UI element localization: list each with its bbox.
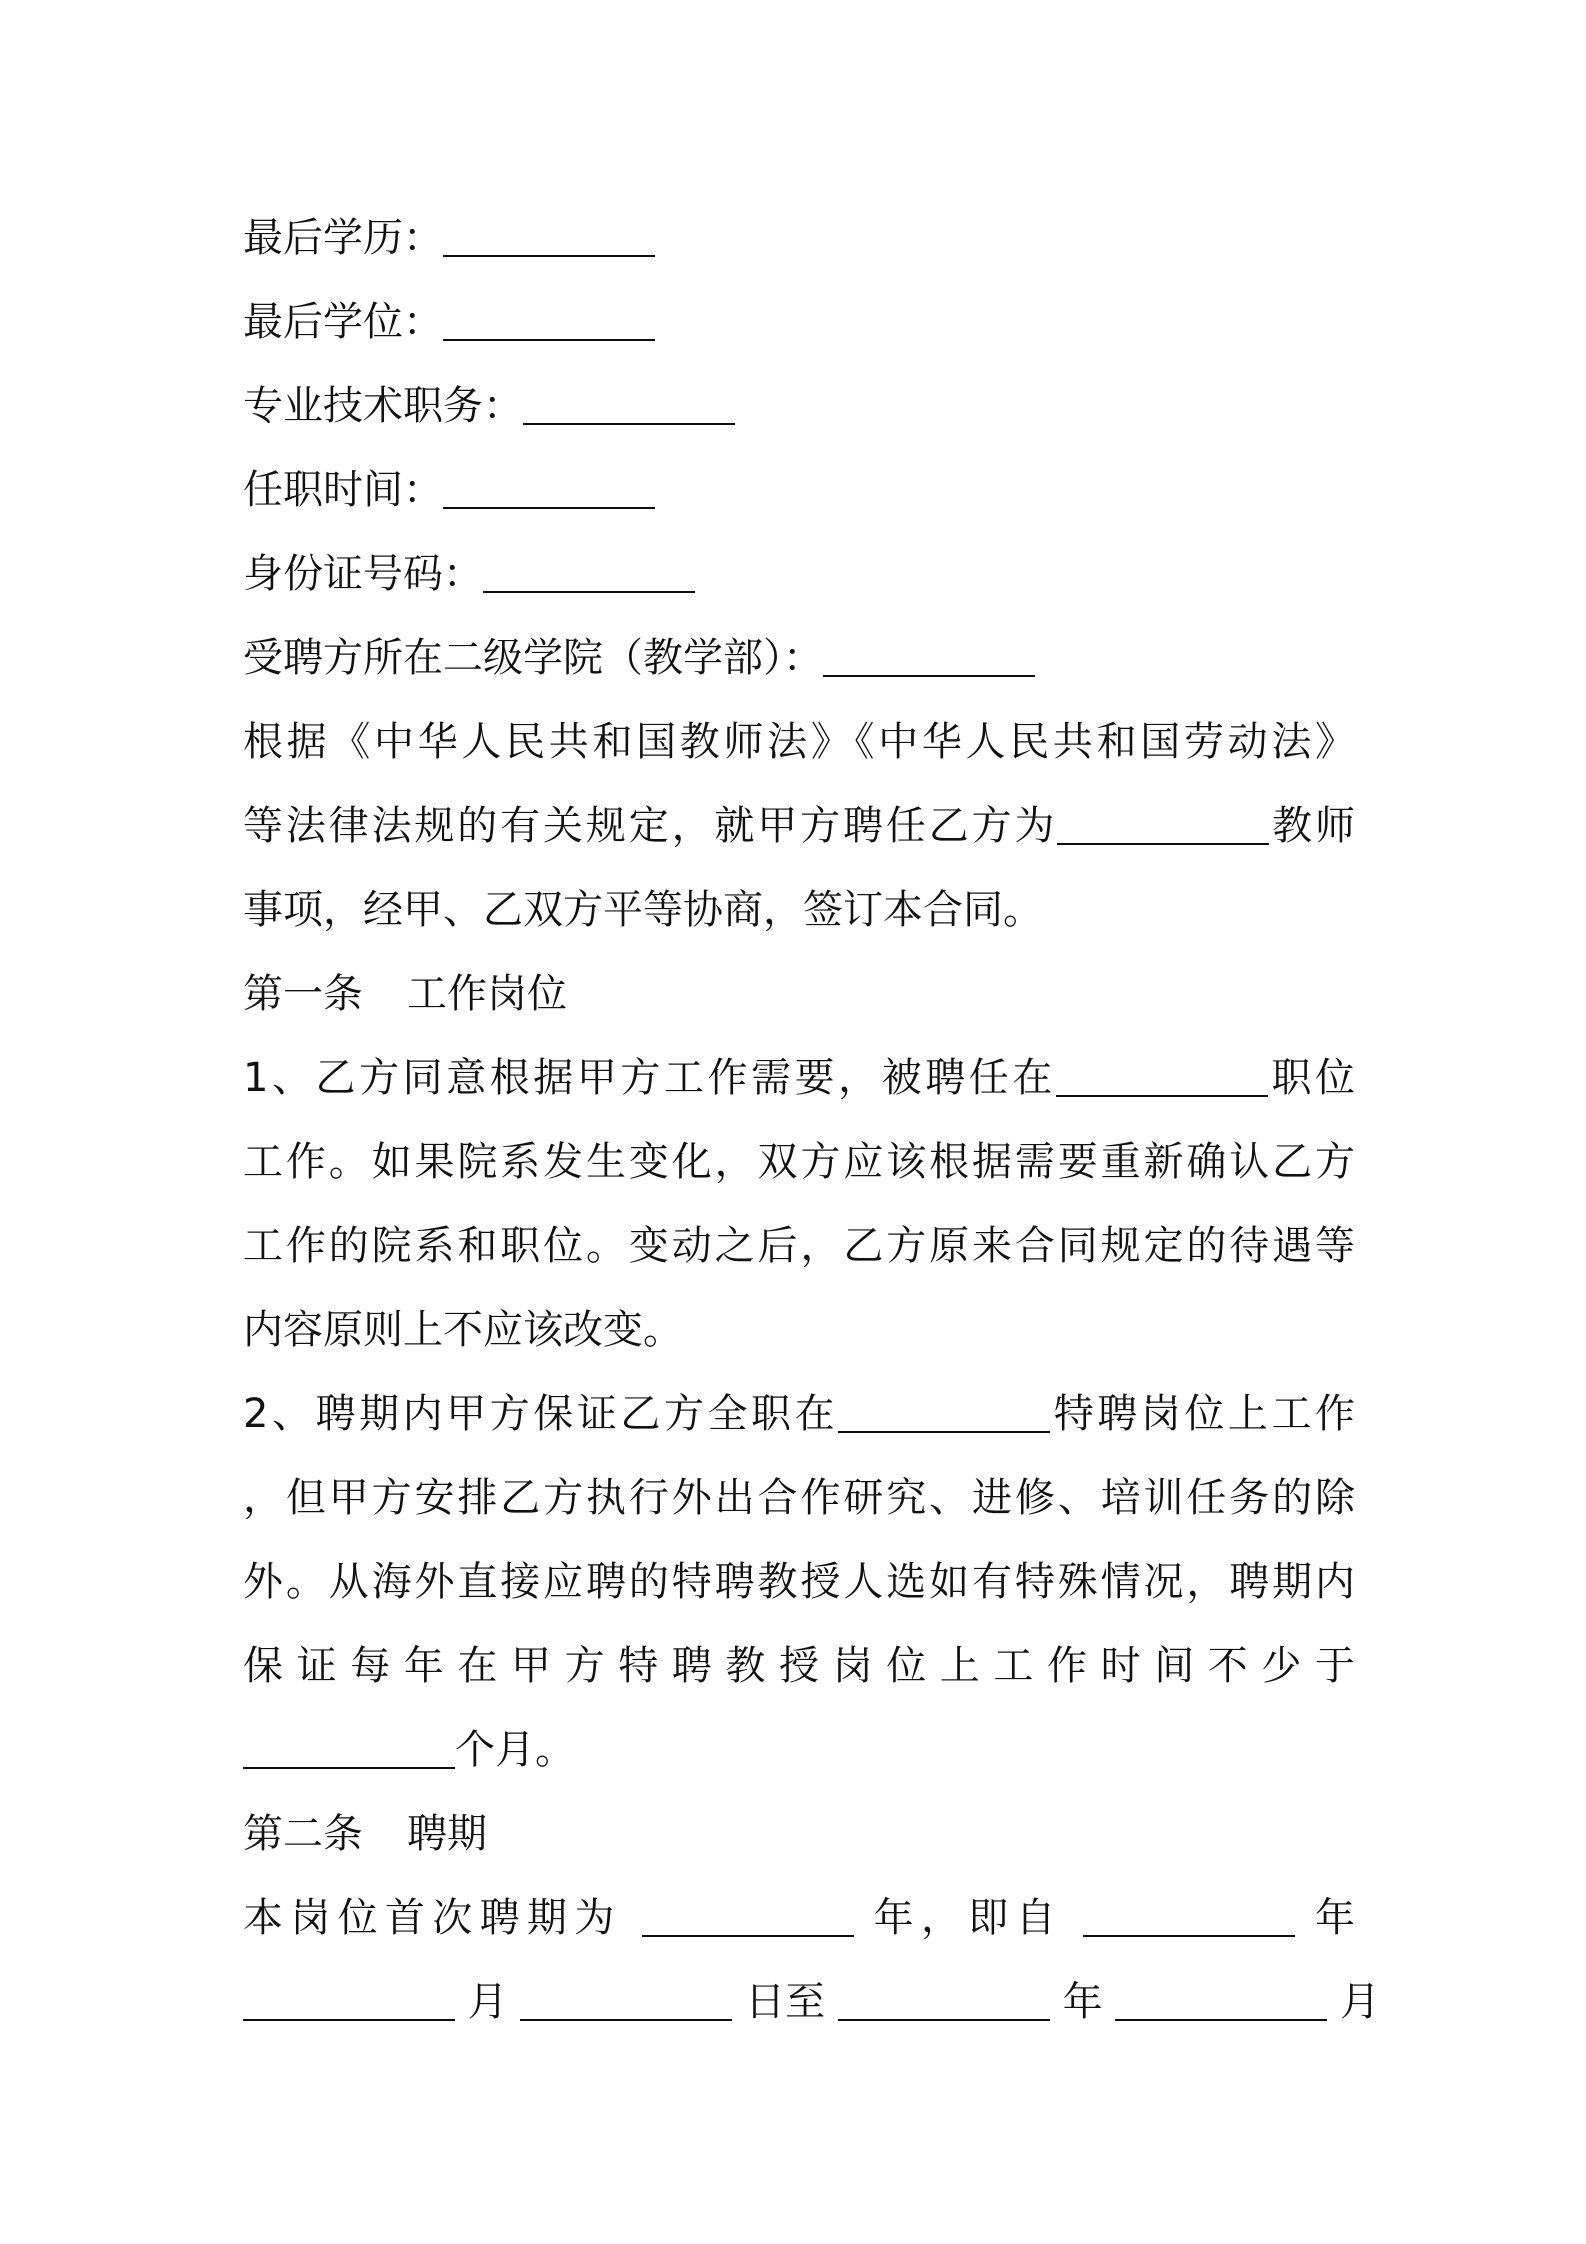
degree-field (243, 280, 1355, 364)
article-text: 1、乙方同意根据甲方工作需要，被聘任在 (243, 1055, 1056, 1101)
article-1-item-2-line-4: 保证每年在甲方特聘教授岗位上工作时间不少于 (243, 1643, 1355, 1689)
id-number-label: 身份证号码： (243, 551, 483, 597)
article-text: 2、聘期内甲方保证乙方全职在 (243, 1391, 839, 1437)
professional-title-label: 专业技术职务： (243, 383, 523, 429)
article-1-item-2-line-2: ，但甲方安排乙方执行外出合作研究、进修、培训任务的除 (243, 1475, 1355, 1521)
preamble-line-3: 事项，经甲、乙双方平等协商，签订本合同。 (243, 887, 1043, 933)
teacher-position-blank[interactable] (1057, 803, 1269, 845)
article-1-item-2-line-5 (243, 1708, 1355, 1792)
college-label: 受聘方所在二级学院（教学部）： (243, 635, 823, 681)
start-day-blank[interactable] (520, 1979, 732, 2021)
tenure-field (243, 448, 1355, 532)
preamble-text: 等法律法规的有关规定，就甲方聘任乙方为 (243, 803, 1058, 849)
article-1-item-2-line-3: 外。从海外直接应聘的特聘教授人选如有特殊情况，聘期内 (243, 1559, 1355, 1605)
professional-title-field (243, 364, 1355, 448)
end-month-blank[interactable] (1115, 1979, 1327, 2021)
preamble-line-1: 根据《中华人民共和国教师法》《中华人民共和国劳动法》 (243, 719, 1355, 765)
article-1-item-1-line-1 (243, 1036, 1355, 1120)
article-text: 月 (1340, 1979, 1381, 2025)
article-text: 职位 (1267, 1055, 1356, 1101)
article-text: 本岗位首次聘期为 (243, 1895, 622, 1941)
article-1-heading (243, 952, 1355, 1036)
id-number-field (243, 532, 1355, 616)
education-blank[interactable] (443, 215, 655, 257)
education-label: 最后学历： (243, 215, 443, 261)
start-month-blank[interactable] (243, 1979, 455, 2021)
article-2-title: 聘期 (407, 1811, 487, 1857)
degree-label: 最后学位： (243, 299, 443, 345)
article-text: 特聘岗位上工作 (1050, 1391, 1356, 1437)
article-1-title: 工作岗位 (407, 971, 567, 1017)
article-2-line-1 (243, 1876, 1355, 1960)
article-1-item-1-line-4: 内容原则上不应该改变。 (243, 1307, 683, 1353)
education-field (243, 196, 1355, 280)
term-years-blank[interactable] (642, 1895, 854, 1937)
article-text: 个月。 (455, 1727, 575, 1773)
article-2-heading (243, 1792, 1355, 1876)
end-year-blank[interactable] (838, 1979, 1050, 2021)
article-text: 年，即自 (873, 1895, 1063, 1941)
preamble-text: 教师 (1269, 803, 1356, 849)
fulltime-unit-blank[interactable] (838, 1391, 1050, 1433)
tenure-label: 任职时间： (243, 467, 443, 513)
college-blank[interactable] (823, 635, 1035, 677)
article-text: 月 (467, 1979, 508, 2025)
article-2-line-2 (243, 1960, 1381, 2044)
job-position-blank[interactable] (1056, 1055, 1268, 1097)
college-field (243, 616, 1355, 700)
months-blank[interactable] (243, 1727, 455, 1769)
degree-blank[interactable] (443, 299, 655, 341)
article-2-number: 第二条 (243, 1811, 363, 1857)
article-text: 年 (1315, 1895, 1356, 1941)
article-text: 年 (1062, 1979, 1103, 2025)
tenure-blank[interactable] (443, 467, 655, 509)
article-text: 日至 (745, 1979, 826, 2025)
article-1-item-1-line-3: 工作的院系和职位。变动之后，乙方原来合同规定的待遇等 (243, 1223, 1355, 1269)
professional-title-blank[interactable] (523, 383, 735, 425)
start-year-blank[interactable] (1083, 1895, 1295, 1937)
contract-body (243, 196, 1381, 2044)
article-1-item-1-line-2: 工作。如果院系发生变化，双方应该根据需要重新确认乙方 (243, 1139, 1355, 1185)
article-1-item-2-line-1 (243, 1372, 1355, 1456)
article-1-number: 第一条 (243, 971, 363, 1017)
preamble-line-2 (243, 784, 1355, 868)
id-number-blank[interactable] (483, 551, 695, 593)
